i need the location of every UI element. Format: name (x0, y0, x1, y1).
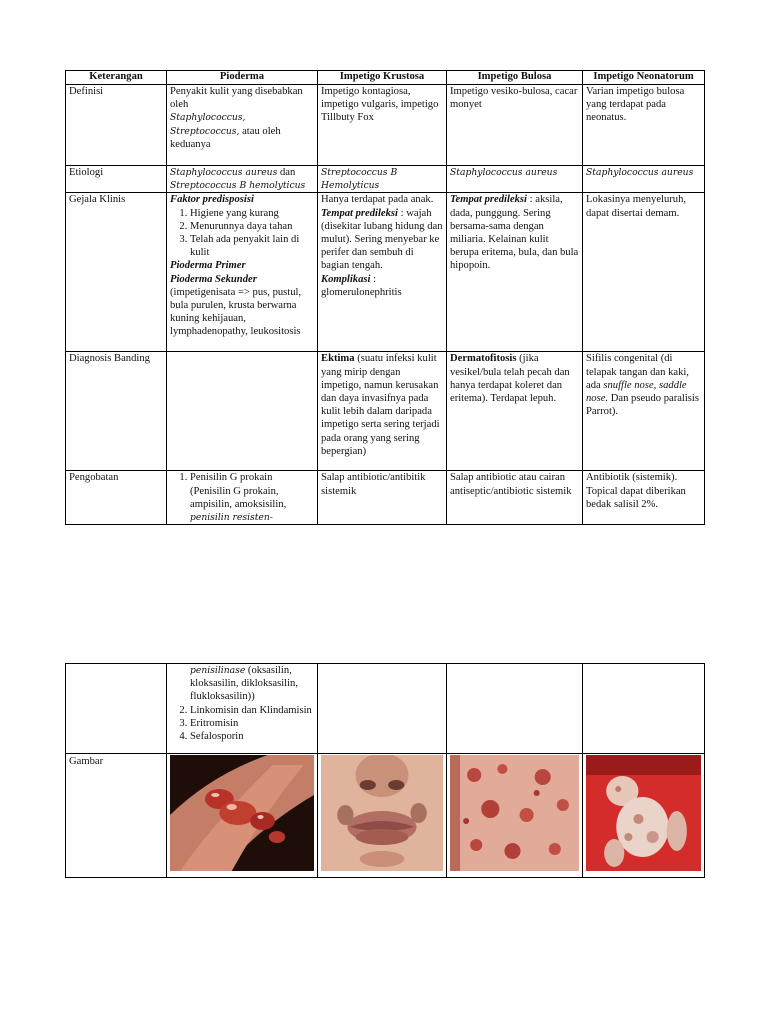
pengobatan-list (170, 471, 314, 524)
cell-definisi-neonatorum: Varian impetigo bulosa yang terdapat pada neonatus. (583, 85, 705, 166)
comparison-table-continued (65, 663, 705, 878)
list-item: 4. Sefalosporin (190, 730, 314, 743)
label-definisi: Definisi (66, 85, 167, 166)
comparison-table (65, 70, 705, 525)
cell-definisi-krustosa: Impetigo kontagiosa, impetigo vulgaris, impetigo Tillbuty Fox (318, 85, 447, 166)
list-item: 1. Higiene yang kurang (190, 207, 314, 220)
cell-pengobatan-bulosa: Salap antibiotic atau cairan antiseptic/antibiotic sistemik (447, 471, 583, 525)
cell-diagnosis-pioderma (167, 352, 318, 471)
header-impetigo-krustosa: Impetigo Krustosa (318, 71, 447, 85)
bullous-lesions-on-leg-photo (170, 755, 314, 871)
label-gambar: Gambar (66, 754, 167, 878)
pengobatan-list-continued (170, 704, 314, 744)
pioderma-primer-heading: Pioderma Primer (170, 260, 246, 272)
list-item: 2. Linkomisin dan Klindamisin (190, 704, 314, 717)
header-row (66, 71, 705, 85)
cell-gejala-krustosa: Hanya terdapat pada anak. Tempat predileksi : wajah (disekitar lubang hidung dan mulut). Sering menyebar ke perifer dan sembuh di bagian tengah. Komplikasi : glomerulonephritis (318, 193, 447, 352)
label-pengobatan: Pengobatan (66, 471, 167, 525)
row-gambar (66, 754, 705, 878)
label-etiologi: Etiologi (66, 166, 167, 193)
cell-diagnosis-neonatorum: Sifilis congenital (di telapak tangan dan kaki, ada snuffle nose, saddle nose. Dan pseudo paralisis Parrot). (583, 352, 705, 471)
list-item: 3. Eritromisin (190, 717, 314, 730)
cell-pengobatan-krustosa: Salap antibiotic/antibitik sistemik (318, 471, 447, 525)
neonate-with-peeling-skin-photo (586, 755, 701, 871)
cell-gambar-pioderma (167, 754, 318, 878)
header-pioderma: Pioderma (167, 71, 318, 85)
cell-etiologi-pioderma: Staphylococcus aureus dan Streptococcus B hemolyticus (167, 166, 318, 193)
row-etiologi (66, 166, 705, 193)
row-definisi (66, 85, 705, 166)
cell-gejala-pioderma (167, 193, 318, 352)
pioderma-sekunder-heading: Pioderma Sekunder (170, 273, 257, 285)
cell-gambar-bulosa (447, 754, 583, 878)
row-pengobatan-continued (66, 664, 705, 754)
list-item: 3. Telah ada penyakit lain di kulit (190, 233, 314, 259)
list-item: 2. Menurunnya daya tahan (190, 220, 314, 233)
cell-diagnosis-bulosa: Dermatofitosis (jika vesikel/bula telah pecah dan hanya terdapat koleret dan eritema). Terdapat lepuh. (447, 352, 583, 471)
row-diagnosis-banding (66, 352, 705, 471)
cell-gejala-bulosa: Tempat predileksi : aksila, dada, punggung. Sering bersama-sama dengan miliaria. Kelainan kulit berupa eritema, bula, dan bula hipopoin. (447, 193, 583, 352)
row-pengobatan (66, 471, 705, 525)
cell-pengobatan-pioderma-continued: penisilinase (oksasilin, kloksasilin, dikloksasilin, flukloksasilin)) 2. Linkomisin dan Klindamisin 3. Eritromisin 4. Sefalosporin (167, 664, 318, 754)
header-impetigo-neonatorum: Impetigo Neonatorum (583, 71, 705, 85)
crusted-lesions-around-nose-and-mouth-photo (321, 755, 443, 871)
pioderma-sekunder-desc: (impetigenisata => pus, pustul, bula purulen, krusta berwarna kuning kehijauan, lymphadenopathy, leukositosis (170, 286, 302, 338)
cell-etiologi-neonatorum: Staphylococcus aureus (583, 166, 705, 193)
label-gejala-klinis: Gejala Klinis (66, 193, 167, 352)
cell-etiologi-krustosa: Streptococcus B Hemolyticus (318, 166, 447, 193)
cell-etiologi-bulosa: Staphylococcus aureus (447, 166, 583, 193)
row-gejala-klinis (66, 193, 705, 352)
cell-diagnosis-krustosa: Ektima (suatu infeksi kulit yang mirip dengan impetigo, namun kerusakan dan daya invasifnya pada kulit lebih dalam daripada impetigo serta sering terjadi pada orang yang sering bepergian) (318, 352, 447, 471)
header-keterangan: Keterangan (66, 71, 167, 85)
label-diagnosis-banding: Diagnosis Banding (66, 352, 167, 471)
cell-definisi-bulosa: Impetigo vesiko-bulosa, cacar monyet (447, 85, 583, 166)
red-lesions-on-back-photo (450, 755, 579, 871)
cell-definisi-pioderma: Penyakit kulit yang disebabkan oleh Staphylococcus, Streptococcus, atau oleh keduanya (167, 85, 318, 166)
list-item: 1. Penisilin G prokain (Penisilin G prokain, ampisilin, amoksisilin, penisilin resisten- (190, 471, 314, 524)
cell-gambar-neonatorum (583, 754, 705, 878)
cell-pengobatan-neonatorum: Antibiotik (sistemik). Topical dapat diberikan bedak salisil 2%. (583, 471, 705, 525)
cell-gambar-krustosa (318, 754, 447, 878)
header-impetigo-bulosa: Impetigo Bulosa (447, 71, 583, 85)
cell-gejala-neonatorum: Lokasinya menyeluruh, dapat disertai demam. (583, 193, 705, 352)
cell-pengobatan-pioderma (167, 471, 318, 525)
faktor-predisposisi-heading: Faktor predisposisi (170, 194, 254, 206)
predisposisi-list (170, 207, 314, 260)
